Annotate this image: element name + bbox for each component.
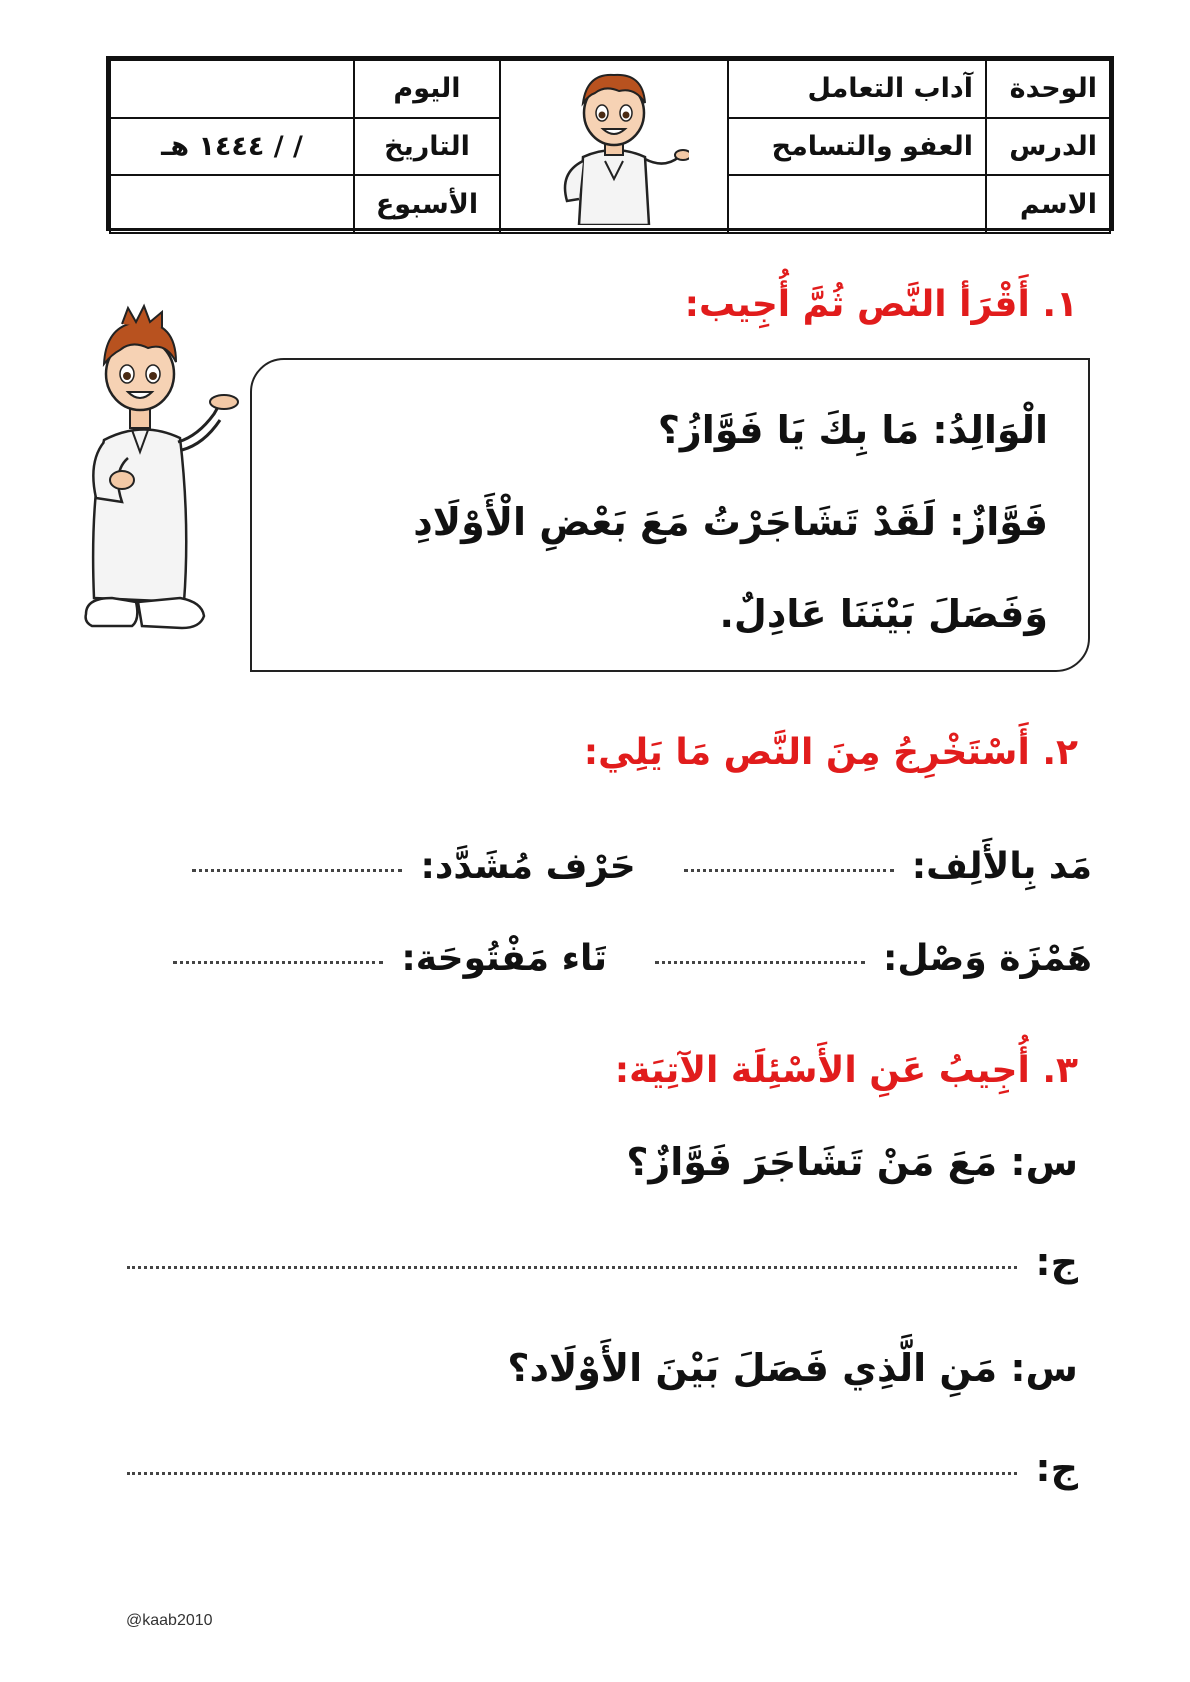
boy-character-icon [82, 302, 242, 662]
question: س: مَعَ مَنْ تَشَاجَرَ فَوَّازٌ؟ [626, 1140, 1078, 1184]
extract-item [174, 846, 635, 887]
answer-line [109, 1446, 1078, 1490]
date-value-field[interactable]: / / ١٤٤٤ هـ [110, 118, 354, 176]
answer-blank[interactable] [684, 869, 894, 872]
extract-label: هَمْزَة وَصْل: [883, 938, 1092, 979]
answer-blank[interactable] [192, 869, 402, 872]
passage-line: فَوَّازٌ: لَقَدْ تَشَاجَرْتُ مَعَ بَعْضِ الْأَوْلَادِ [413, 500, 1048, 544]
extract-row [155, 938, 1092, 979]
section1-title: ١. أَقْرَأ النَّص ثُمَّ أُجِيب: [684, 284, 1078, 325]
answer-label: ج: [1035, 1446, 1078, 1490]
name-label: الاسم [986, 175, 1110, 233]
extract-label: تَاء مَفْتُوحَة: [401, 938, 608, 979]
author-credit: @kaab2010 [126, 1612, 213, 1629]
header-table [106, 56, 1114, 231]
passage-line: وَفَصَلَ بَيْنَنَا عَادِلٌ. [719, 592, 1048, 636]
reading-passage-box [250, 358, 1090, 672]
extract-item [155, 938, 607, 979]
lesson-label: الدرس [986, 118, 1110, 176]
extract-item [637, 938, 1092, 979]
extract-label: مَد بِالأَلِف: [911, 846, 1092, 887]
answer-blank[interactable] [127, 1472, 1017, 1475]
extract-row [174, 846, 1092, 887]
answer-blank[interactable] [173, 961, 383, 964]
name-value-field[interactable] [728, 175, 986, 233]
unit-value: آداب التعامل [728, 60, 986, 118]
section2-title: ٢. أَسْتَخْرِجُ مِنَ النَّص مَا يَلِي: [583, 732, 1078, 773]
lesson-value: العفو والتسامح [728, 118, 986, 176]
extract-label: حَرْف مُشَدَّد: [420, 846, 636, 887]
unit-label: الوحدة [986, 60, 1110, 118]
answer-line [109, 1240, 1078, 1284]
section3-title: ٣. أُجِيبُ عَنِ الأَسْئِلَة الآتِيَة: [614, 1050, 1078, 1091]
extract-item [666, 846, 1092, 887]
boy-character-icon [539, 61, 689, 225]
day-label: اليوم [354, 60, 500, 118]
header-illustration-cell [500, 60, 728, 233]
date-label: التاريخ [354, 118, 500, 176]
question: س: مَنِ الَّذِي فَصَلَ بَيْنَ الأَوْلَاد؟ [507, 1346, 1078, 1390]
week-value-field[interactable] [110, 175, 354, 233]
answer-blank[interactable] [127, 1266, 1017, 1269]
answer-label: ج: [1035, 1240, 1078, 1284]
passage-line: الْوَالِدُ: مَا بِكَ يَا فَوَّازُ؟ [657, 408, 1048, 452]
week-label: الأسبوع [354, 175, 500, 233]
day-value-field[interactable] [110, 60, 354, 118]
answer-blank[interactable] [655, 961, 865, 964]
